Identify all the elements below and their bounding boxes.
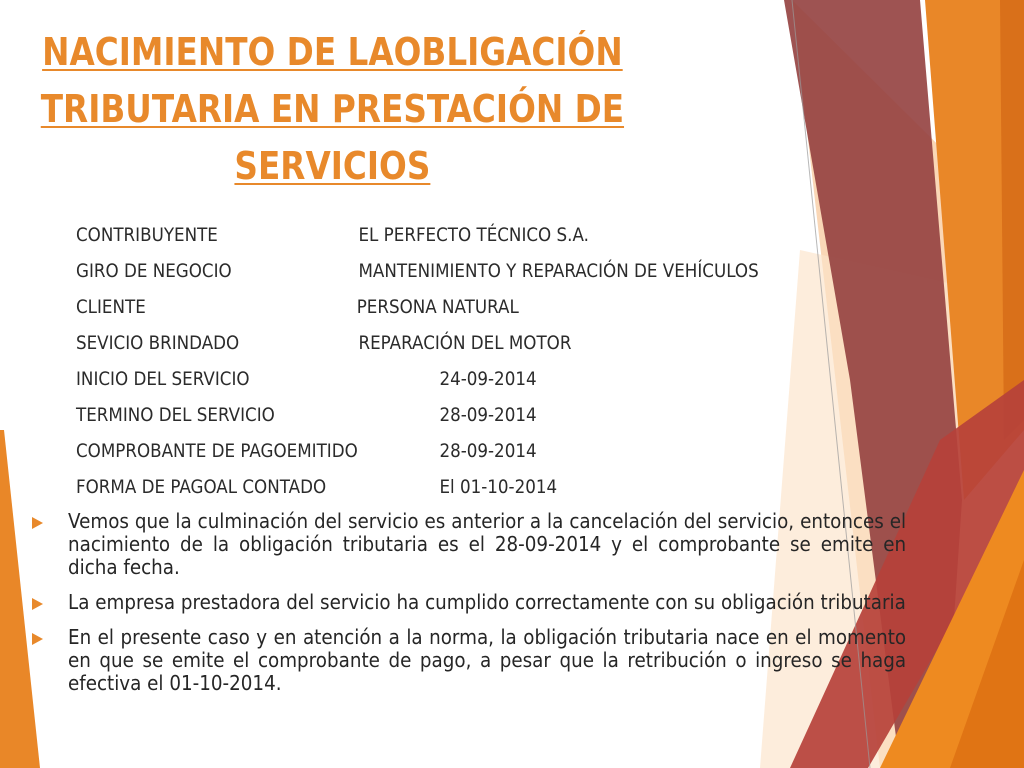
title-line-3: SERVICIOS: [234, 144, 431, 188]
info-label: INICIO DEL SERVICIO: [76, 368, 250, 390]
bullet-text: La empresa prestadora del servicio ha cumplido correctamente con su obligación tributaria: [68, 590, 906, 614]
deco-dark-orange-strip: [1000, 0, 1024, 440]
triangle-right-icon: [32, 633, 43, 645]
info-value: REPARACIÓN DEL MOTOR: [358, 332, 572, 354]
bullet-item: [30, 510, 906, 579]
bullet-item: [30, 626, 906, 695]
bullet-item: [30, 591, 906, 614]
slide-title: [40, 24, 625, 195]
info-label: CONTRIBUYENTE: [76, 224, 218, 246]
info-label: SEVICIO BRINDADO: [76, 332, 240, 354]
info-value: El 01-10-2014: [439, 476, 558, 498]
bullet-text: Vemos que la culminación del servicio es anterior a la cancelación del servicio, entonces el nacimiento de la obligación tributaria es el 28-09-2014 y el comprobante se emite en dicha fecha.: [68, 509, 907, 579]
info-value: PERSONA NATURAL: [356, 296, 519, 318]
info-value: 28-09-2014: [439, 440, 537, 462]
info-value: EL PERFECTO TÉCNICO S.A.: [358, 224, 589, 246]
info-label: FORMA DE PAGOAL CONTADO: [76, 476, 327, 498]
info-value: 28-09-2014: [439, 404, 537, 426]
title-line-1: NACIMIENTO DE LAOBLIGACIÓN: [42, 30, 623, 74]
info-label: CLIENTE: [76, 296, 146, 318]
info-value: MANTENIMIENTO Y REPARACIÓN DE VEHÍCULOS: [358, 260, 759, 282]
triangle-right-icon: [32, 517, 43, 529]
info-label: GIRO DE NEGOCIO: [76, 260, 232, 282]
bullet-text: En el presente caso y en atención a la norma, la obligación tributaria nace en el momento en que se emite el comprobante de pago, a pesar que la retribución o ingreso se haga efectiva el 01-10-2014.: [68, 625, 907, 695]
triangle-right-icon: [32, 598, 43, 610]
info-label: COMPROBANTE DE PAGOEMITIDO: [76, 440, 358, 462]
info-value: 24-09-2014: [439, 368, 537, 390]
bullet-list: [30, 510, 906, 707]
info-label: TERMINO DEL SERVICIO: [76, 404, 275, 426]
title-line-2: TRIBUTARIA EN PRESTACIÓN DE: [40, 87, 625, 131]
